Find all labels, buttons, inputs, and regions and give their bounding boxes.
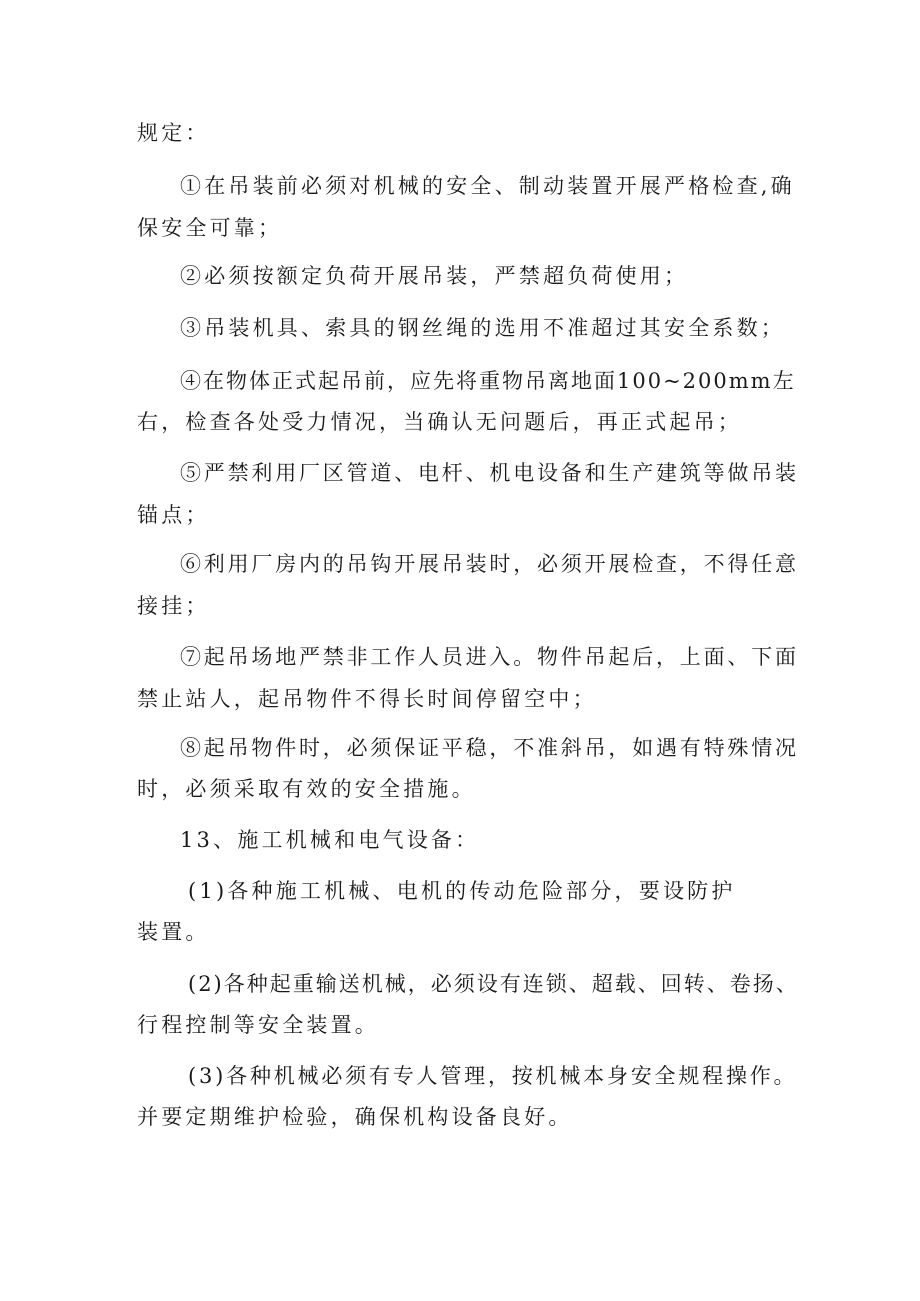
text-line: 右，检查各处受力情况，当确认无问题后，再正式起吊； — [137, 410, 742, 434]
text-line: ⑥利用厂房内的吊钩开展吊装时，必须开展检查，不得任意 — [180, 552, 799, 576]
text-line: 行程控制等安全装置。 — [137, 1013, 379, 1037]
section-heading: 13、施工机械和电气设备： — [180, 828, 480, 852]
text-line: ④在物体正式起吊前，应先将重物吊离地面100~200mm左 — [180, 369, 796, 393]
text-line: 锚点； — [137, 503, 210, 527]
text-line: ③吊装机具、索具的钢丝绳的选用不准超过其安全系数； — [180, 316, 785, 340]
text-line: 装置。 — [137, 920, 210, 944]
text-line: (1)各种施工机械、电机的传动危险部分，要设防护 — [188, 879, 736, 903]
text-line: 并要定期维护检验，确保机构设备良好。 — [137, 1105, 573, 1129]
text-line: 禁止站人，起吊物件不得长时间停留空中； — [137, 687, 597, 711]
text-line: 规定： — [137, 121, 210, 145]
text-line: ⑤严禁利用厂区管道、电杆、机电设备和生产建筑等做吊装 — [180, 461, 799, 485]
text-line: (3)各种机械必须有专人管理，按机械本身安全规程操作。 — [188, 1064, 798, 1088]
text-line: (2)各种起重输送机械，必须设有连锁、超载、回转、卷扬、 — [188, 972, 799, 996]
text-line: ⑦起吊场地严禁非工作人员进入。物件吊起后，上面、下面 — [180, 645, 799, 669]
text-line: 保安全可靠； — [137, 216, 283, 240]
text-line: 时，必须采取有效的安全措施。 — [137, 777, 476, 801]
text-line: 接挂； — [137, 594, 210, 618]
text-line: ②必须按额定负荷开展吊装，严禁超负荷使用； — [180, 264, 689, 288]
text-line: ⑧起吊物件时，必须保证平稳，不准斜吊，如遇有特殊情况 — [180, 736, 799, 760]
text-line: ①在吊装前必须对机械的安全、制动装置开展严格检查,确 — [180, 174, 795, 198]
